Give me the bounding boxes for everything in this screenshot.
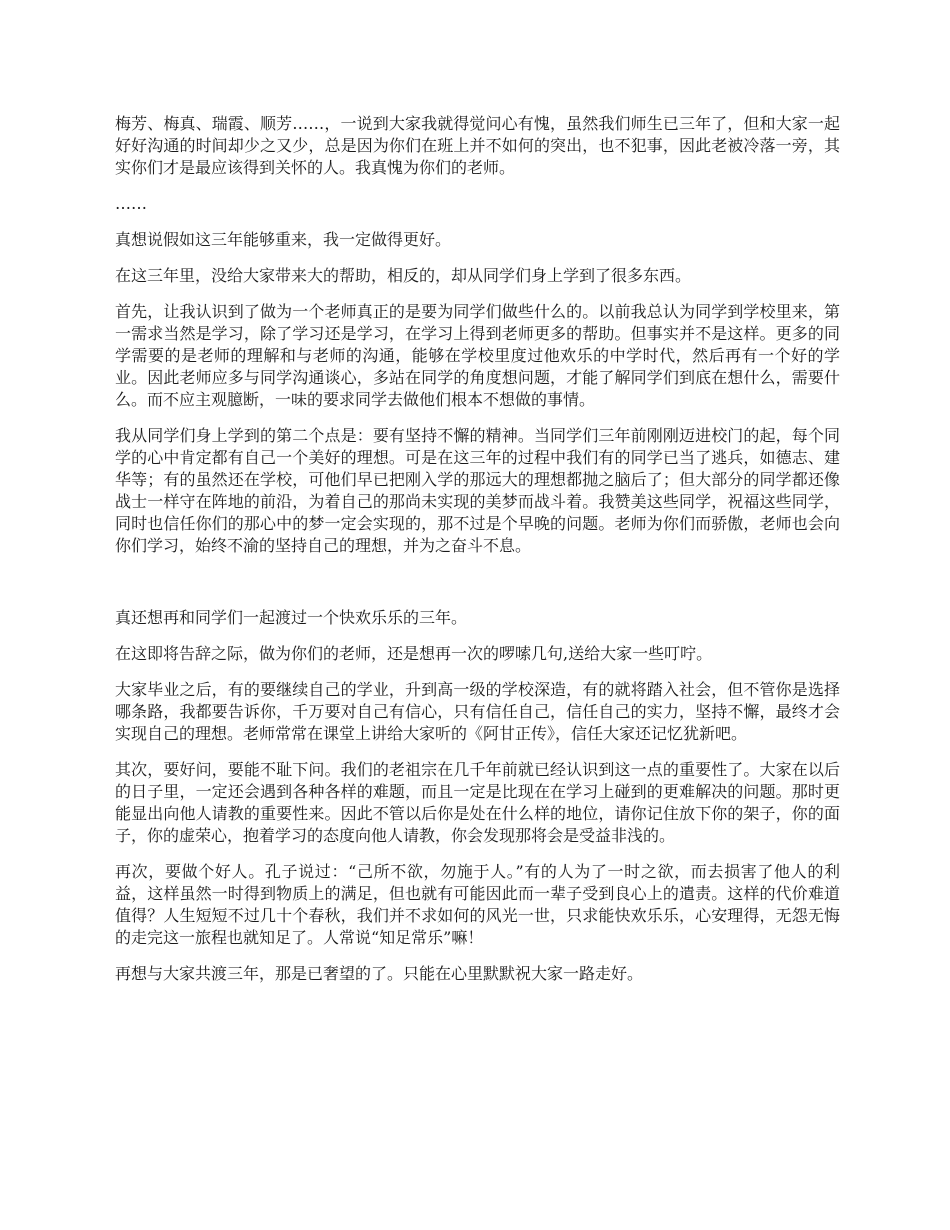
paragraph: 首先，让我认识到了做为一个老师真正的是要为同学们做些什么的。以前我总认为同学到学校里来，第一需求当然是学习，除了学习还是学习，在学习上得到老师更多的帮助。但事实并不是这样。更多的同学需要的是老师的理解和与老师的沟通，能够在学校里度过他欢乐的中学时代，然后再有一个好的学业。因此老师应多与同学沟通谈心，多站在同学的角度想问题，才能了解同学们到底在想什么，需要什么。而不应主观臆断，一味的要求同学去做他们根本不想做的事情。 xyxy=(115,302,840,409)
paragraph: 再次，要做个好人。孔子说过：“己所不欲，勿施于人。”有的人为了一时之欲，而去损害了他人的利益，这样虽然一时得到物质上的满足，但也就有可能因此而一辈子受到良心上的遣责。这样的代价难道值得？人生短短不过几十个春秋，我们并不求如何的风光一世，只求能快欢乐乐，心安理得，无怨无悔的走完这一旅程也就知足了。人常说“知足常乐”嘛！ xyxy=(115,862,840,947)
paragraph: 我从同学们身上学到的第二个点是：要有坚持不懈的精神。当同学们三年前刚刚迈进校门的起，每个同学的心中肯定都有自己一个美好的理想。可是在这三年的过程中我们有的同学已当了逃兵，如德志、建华等；有的虽然还在学校，可他们早已把刚入学的那远大的理想都抛之脑后了；但大部分的同学都还像战士一样守在阵地的前沿，为着自己的那尚未实现的美梦而战斗着。我赞美这些同学，祝福这些同学，同时也信任你们的那心中的梦一定会实现的，那不过是个早晚的问题。老师为你们而骄傲，老师也会向你们学习，始终不渝的坚持自己的理想，并为之奋斗不息。 xyxy=(115,426,840,555)
paragraph: …… xyxy=(115,194,147,213)
paragraph: 大家毕业之后，有的要继续自己的学业，升到高一级的学校深造，有的就将踏入社会，但不管你是选择哪条路，我都要告诉你，千万要对自己有信心，只有信任自己，信任自己的实力，坚持不懈，最终才会实现自己的理想。老师常常在课堂上讲给大家听的《阿甘正传》，信任大家还记忆犹新吧。 xyxy=(115,680,840,743)
paragraph: 在这即将告辞之际，做为你们的老师，还是想再一次的啰嗦几句,送给大家一些叮咛。 xyxy=(115,644,713,663)
paragraph: 真还想再和同学们一起渡过一个快欢乐乐的三年。 xyxy=(115,608,468,627)
paragraph: 其次，要好问，要能不耻下问。我们的老祖宗在几千年前就已经认识到这一点的重要性了。大家在以后的日子里，一定还会遇到各种各样的难题，而且一定是比现在在学习上碰到的更难解决的问题。那时更能显出向他人请教的重要性来。因此不管以后你是处在什么样的地位，请你记住放下你的架子，你的面子，你的虚荣心，抱着学习的态度向他人请教，你会发现那将会是受益非浅的。 xyxy=(115,760,840,845)
paragraph: 在这三年里，没给大家带来大的帮助，相反的，却从同学们身上学到了很多东西。 xyxy=(115,266,692,285)
paragraph-gap xyxy=(115,571,840,607)
paragraph: 再想与大家共渡三年，那是已奢望的了。只能在心里默默祝大家一路走好。 xyxy=(115,964,644,983)
paragraph: 真想说假如这三年能够重来，我一定做得更好。 xyxy=(115,230,452,249)
paragraph: 梅芳、梅真、瑞霞、顺芳……，一说到大家我就得觉问心有愧，虽然我们师生已三年了，但和大家一起好好沟通的时间却少之又少，总是因为你们在班上并不如何的突出，也不犯事，因此老被冷落一旁，其实你们才是最应该得到关怀的人。我真愧为你们的老师。 xyxy=(115,114,840,177)
document-body xyxy=(115,113,840,999)
